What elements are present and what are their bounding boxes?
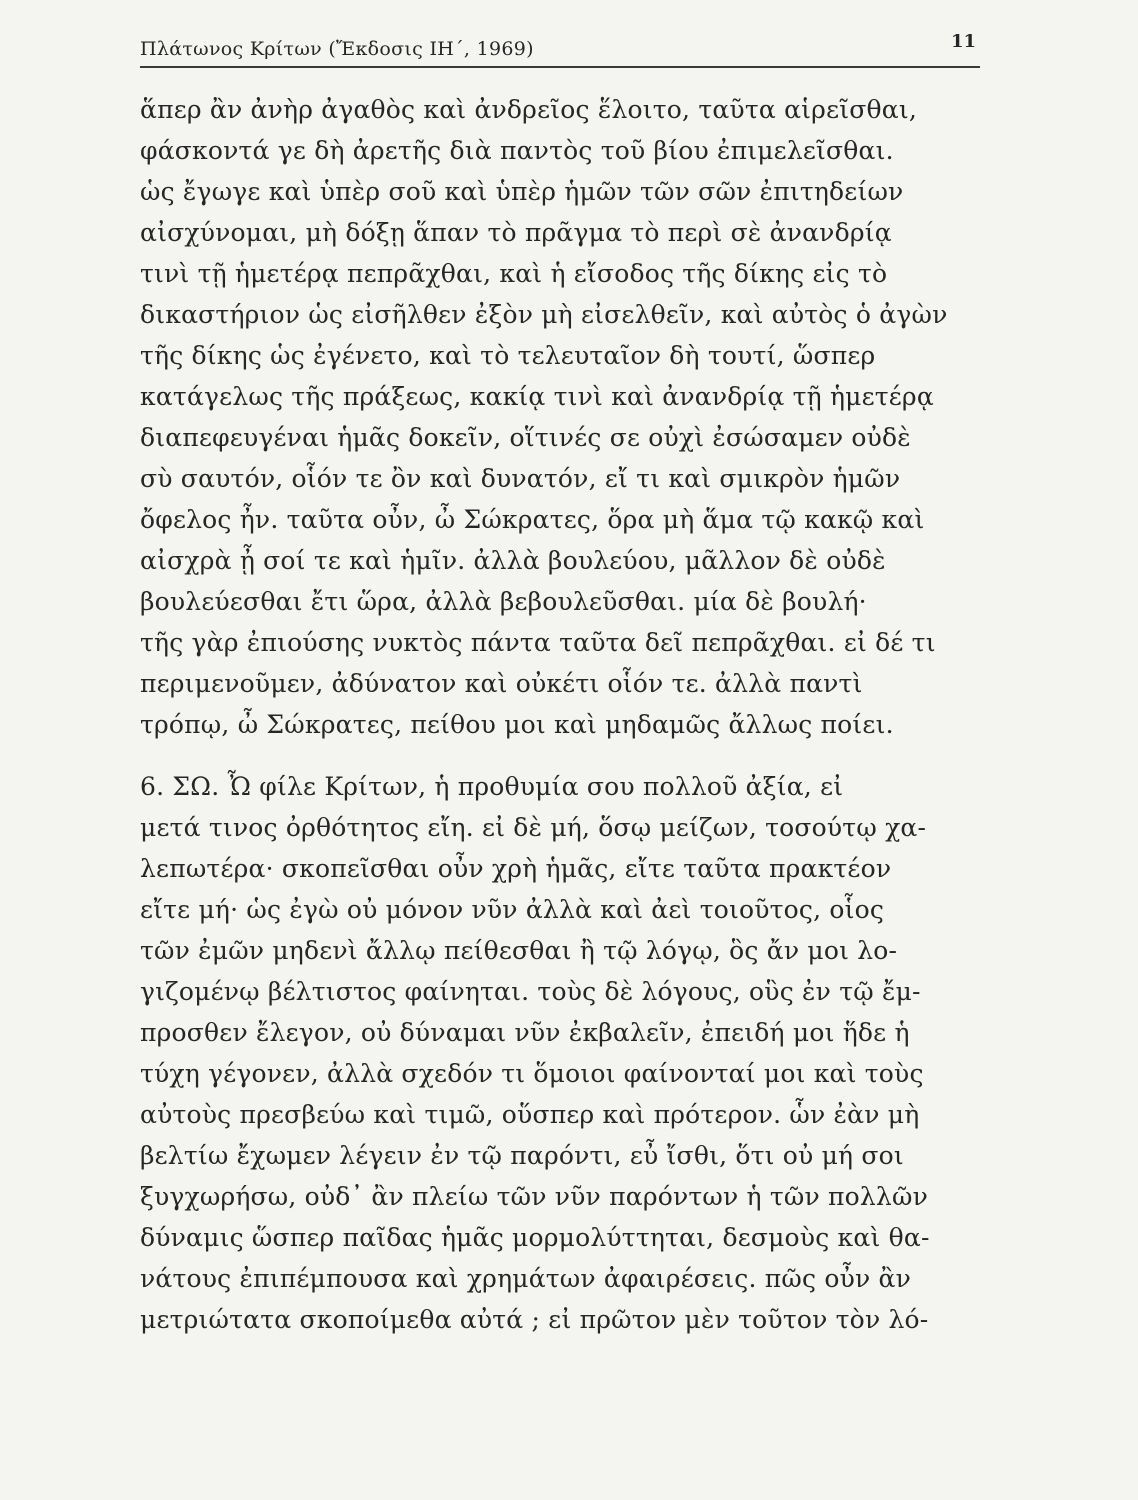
text-line: διαπεφευγέναι ἡμᾶς δοκεῖν, οἵτινές σε οὐχὶ ἐσώσαμεν οὐδὲ [140, 423, 911, 452]
section-start-line: 6. ΣΩ. Ὦ φίλε Κρίτων, ἡ προθυμία σου πολλοῦ ἀξία, εἰ [140, 772, 844, 801]
text-line: προσθεν ἔλεγον, οὐ δύναμαι νῦν ἐκβαλεῖν, ἐπειδή μοι ἥδε ἡ [140, 1018, 910, 1047]
text-line: φάσκοντά γε δὴ ἀρετῆς διὰ παντὸς τοῦ βίου ἐπιμελεῖσθαι. [140, 136, 894, 165]
text-line: γιζομένῳ βέλτιστος φαίνηται. τοὺς δὲ λόγους, οὓς ἐν τῷ ἔμ- [140, 977, 921, 1006]
text-line: αἰσχύνομαι, μὴ δόξῃ ἅπαν τὸ πρᾶγμα τὸ περὶ σὲ ἀνανδρίᾳ [140, 218, 892, 247]
running-title: Πλάτωνος Κρίτων (Ἔκδοσις ΙΗ΄, 1969) [140, 38, 534, 60]
text-line: τρόπῳ, ὦ Σώκρατες, πείθου μοι καὶ μηδαμῶς ἄλλως ποίει. [140, 710, 894, 739]
text-line: λεπωτέρα· σκοπεῖσθαι οὖν χρὴ ἡμᾶς, εἴτε ταῦτα πρακτέον [140, 854, 892, 883]
text-line: βελτίω ἔχωμεν λέγειν ἐν τῷ παρόντι, εὖ ἴσθι, ὅτι οὐ μή σοι [140, 1141, 904, 1170]
text-line: εἴτε μή· ὡς ἐγὼ οὐ μόνον νῦν ἀλλὰ καὶ ἀεὶ τοιοῦτος, οἷος [140, 895, 885, 924]
text-line: τῆς δίκης ὡς ἐγένετο, καὶ τὸ τελευταῖον δὴ τουτί, ὥσπερ [140, 341, 876, 370]
text-line: αὐτοὺς πρεσβεύω καὶ τιμῶ, οὕσπερ καὶ πρότερον. ὧν ἐὰν μὴ [140, 1100, 920, 1129]
text-line: ὡς ἔγωγε καὶ ὑπὲρ σοῦ καὶ ὑπὲρ ἡμῶν τῶν σῶν ἐπιτηδείων [140, 177, 904, 206]
text-line: δύναμις ὥσπερ παῖδας ἡμᾶς μορμολύττηται, δεσμοὺς καὶ θα- [140, 1223, 930, 1252]
text-line: ἅπερ ἂν ἀνὴρ ἀγαθὸς καὶ ἀνδρεῖος ἕλοιτο, ταῦτα αἱρεῖσθαι, [140, 95, 917, 124]
page-number: 11 [950, 31, 976, 52]
text-line: περιμενοῦμεν, ἀδύνατον καὶ οὐκέτι οἷόν τε. ἀλλὰ παντὶ [140, 669, 863, 698]
text-line: δικαστήριον ὡς εἰσῆλθεν ἐξὸν μὴ εἰσελθεῖν, καὶ αὐτὸς ὁ ἀγὼν [140, 300, 948, 329]
text-line: μετριώτατα σκοποίμεθα αὐτά ; εἰ πρῶτον μὲν τοῦτον τὸν λό- [140, 1305, 929, 1334]
text-line: σὺ σαυτόν, οἷόν τε ὂν καὶ δυνατόν, εἴ τι καὶ σμικρὸν ἡμῶν [140, 464, 901, 493]
text-line: ὄφελος ἦν. ταῦτα οὖν, ὦ Σώκρατες, ὅρα μὴ ἅμα τῷ κακῷ καὶ [140, 505, 925, 534]
text-line: νάτους ἐπιπέμπουσα καὶ χρημάτων ἀφαιρέσεις. πῶς οὖν ἂν [140, 1264, 912, 1293]
text-line: τῶν ἐμῶν μηδενὶ ἄλλῳ πείθεσθαι ἢ τῷ λόγῳ, ὃς ἄν μοι λο- [140, 936, 898, 965]
text-line: ξυγχωρήσω, οὐδ᾽ ἂν πλείω τῶν νῦν παρόντων ἡ τῶν πολλῶν [140, 1182, 928, 1211]
text-line: τῆς γὰρ ἐπιούσης νυκτὸς πάντα ταῦτα δεῖ πεπρᾶχθαι. εἰ δέ τι [140, 628, 936, 657]
text-line: τύχη γέγονεν, ἀλλὰ σχεδόν τι ὅμοιοι φαίνονταί μοι καὶ τοὺς [140, 1059, 924, 1088]
text-line: αἰσχρὰ ᾖ σοί τε καὶ ἡμῖν. ἀλλὰ βουλεύου, μᾶλλον δὲ οὐδὲ [140, 546, 886, 575]
text-line: τινὶ τῇ ἡμετέρᾳ πεπρᾶχθαι, καὶ ἡ εἴσοδος τῆς δίκης εἰς τὸ [140, 259, 888, 288]
text-line: μετά τινος ὀρθότητος εἴη. εἰ δὲ μή, ὅσῳ μείζων, τοσούτῳ χα- [140, 813, 927, 842]
text-line: κατάγελως τῆς πράξεως, κακίᾳ τινὶ καὶ ἀνανδρίᾳ τῇ ἡμετέρᾳ [140, 382, 934, 411]
running-head [140, 20, 980, 68]
text-line: βουλεύεσθαι ἔτι ὥρα, ἀλλὰ βεβουλεῦσθαι. μία δὲ βουλή· [140, 587, 867, 616]
